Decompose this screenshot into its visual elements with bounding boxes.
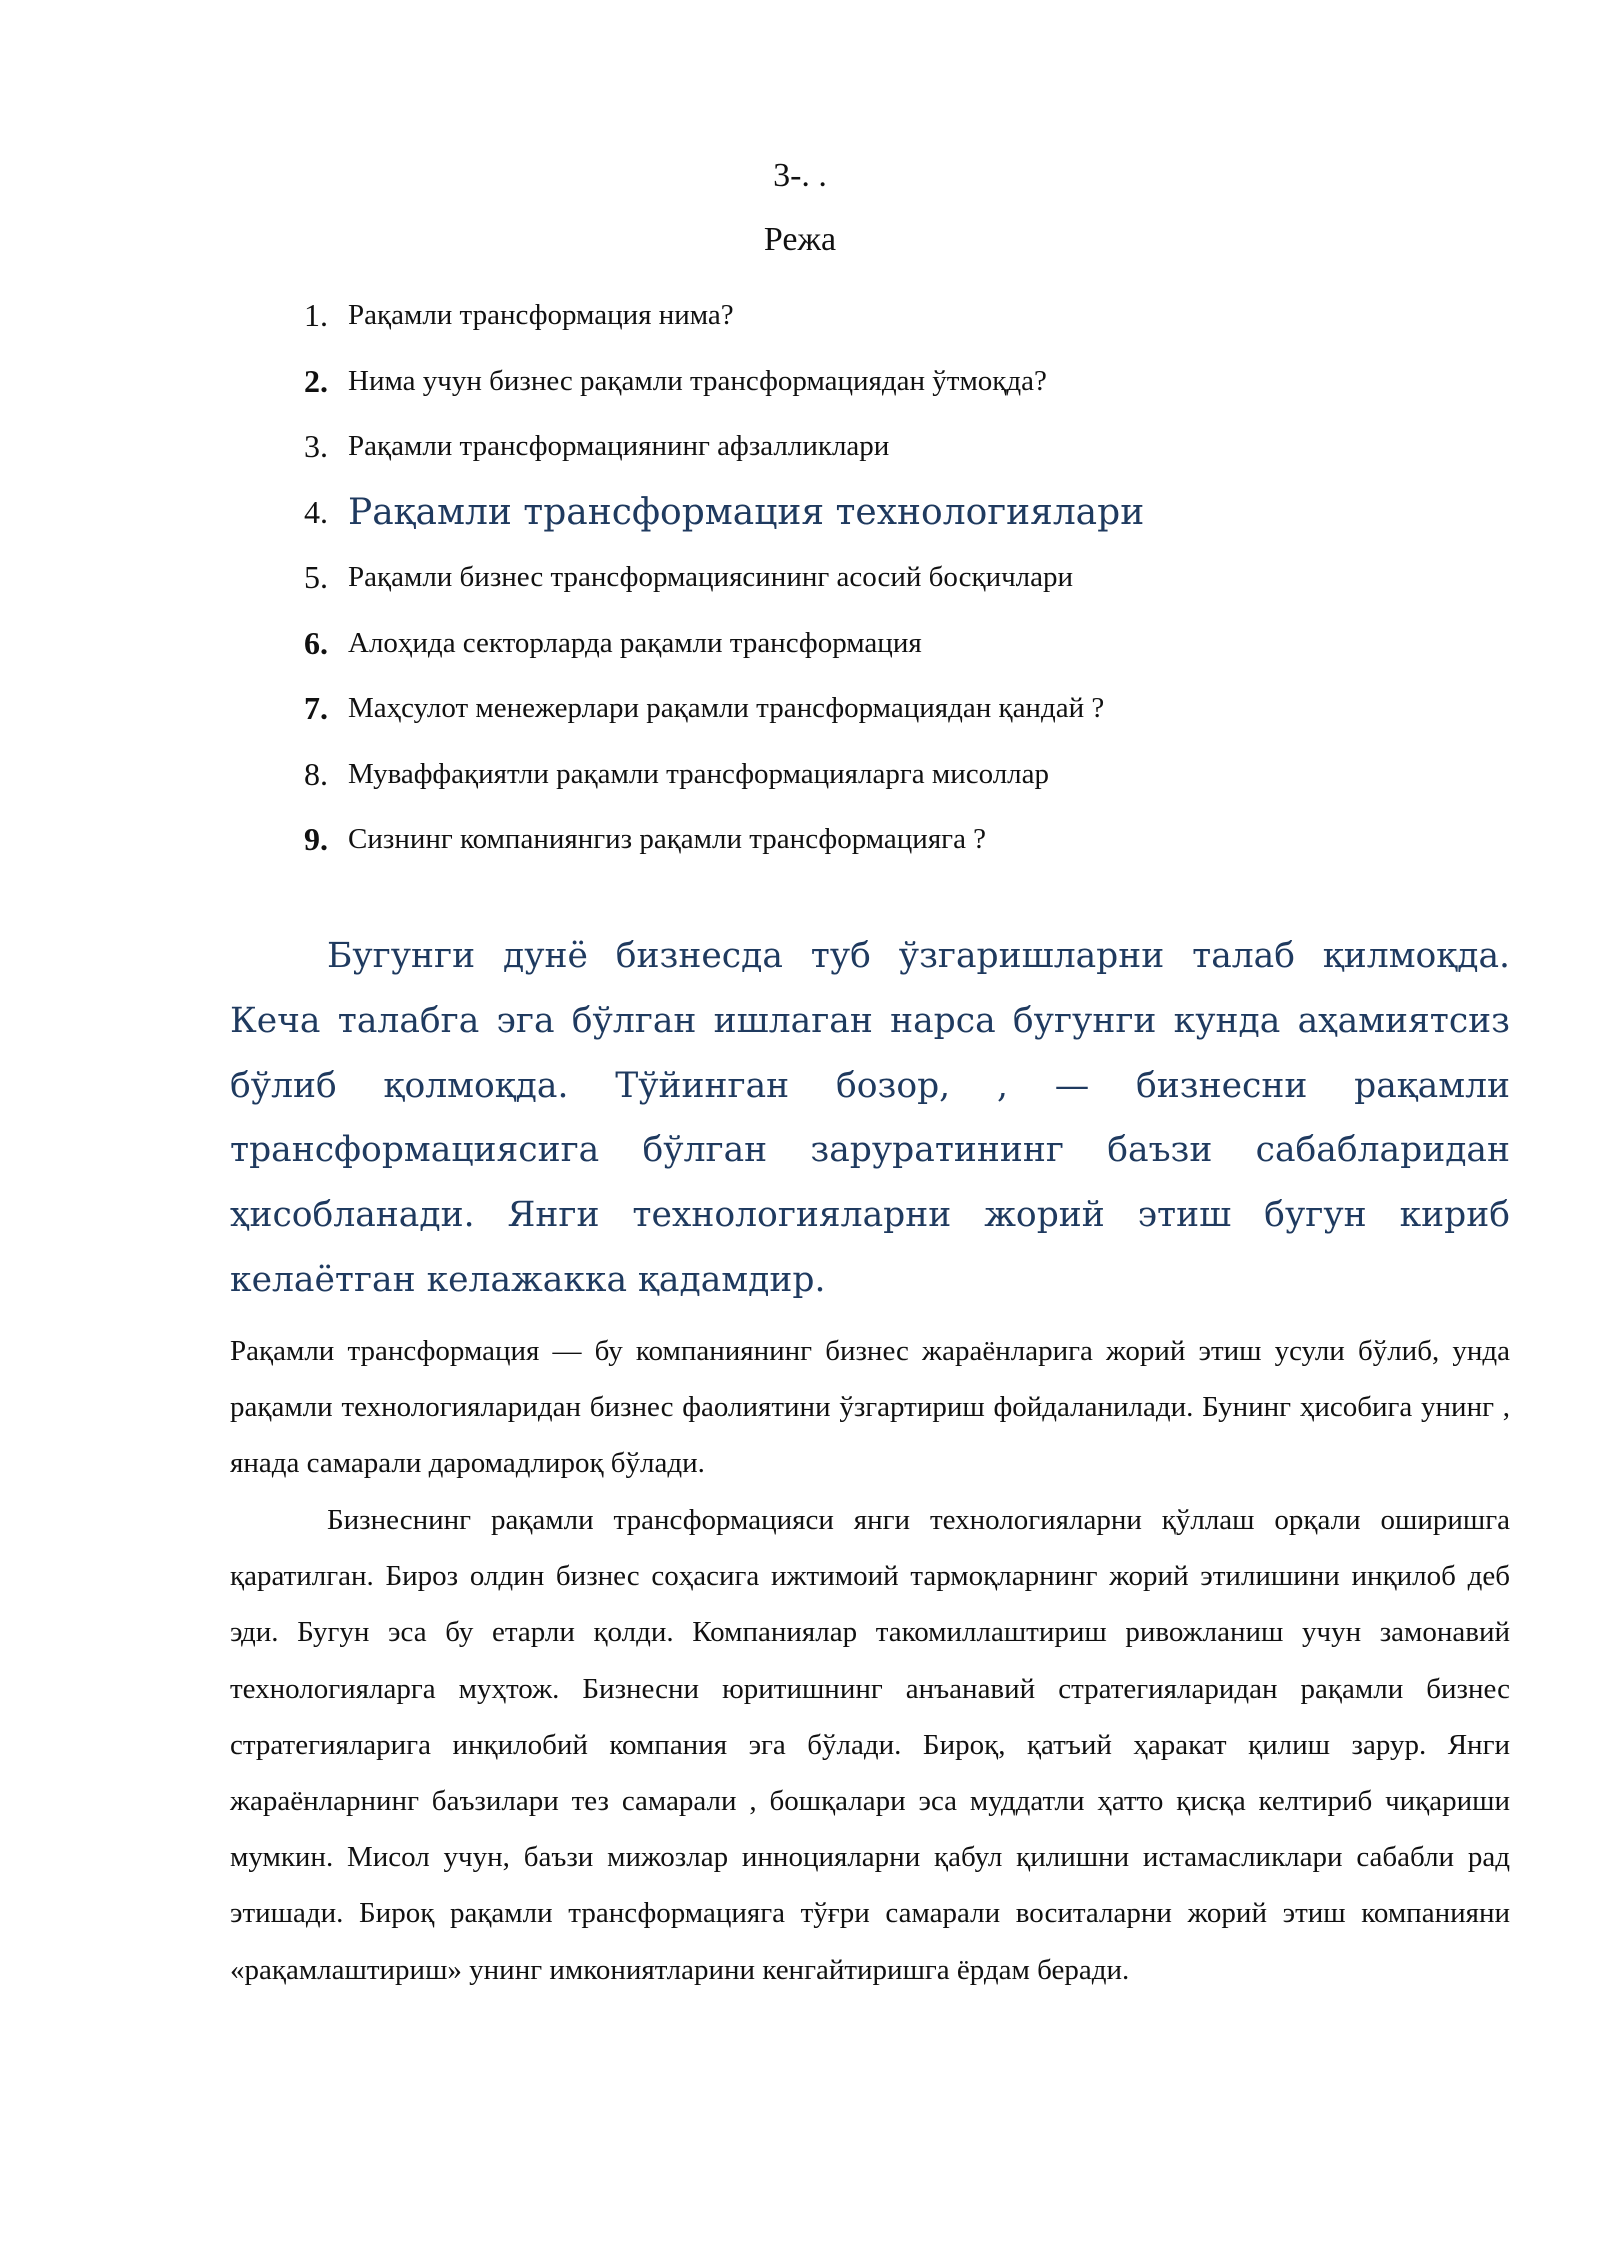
plan-item-text: Сизнинг компаниянгиз рақамли трансформацияга ? [348, 823, 987, 856]
plan-item-number: 7. [304, 690, 328, 727]
plan-item-9 [270, 807, 1370, 873]
heading-number: 3-. . [773, 157, 827, 194]
plan-item-number: 4. [304, 493, 328, 530]
plan-item-number: 2. [304, 362, 328, 399]
plan-item-text: Рақамли трансформация нима? [348, 299, 734, 332]
plan-item-number: 5. [304, 559, 328, 596]
plan-item-5 [270, 545, 1370, 611]
body-paragraph-2: Бизнеснинг рақамли трансформацияси янги технологияларни қўллаш орқали оширишга қаратилган. Бироз олдин бизнес соҳасига ижтимоий тармоқларнинг жорий этилишини инқилоб деб эди. Бугун эса бу етарли қолди. Компаниялар такомиллаштириш ривожланиш учун замонавий технологияларга муҳтож. Бизнесни юритишнинг анъанавий стратегияларидан рақамли бизнес стратегияларига инқилобий компания эга бўлади. Бироқ, қатъий ҳаракат қилиш зарур. Янги жараёнларнинг баъзилари тез самарали , бошқалари эса муддатли ҳатто қисқа келтириб чиқариши мумкин. Мисол учун, баъзи мижозлар инноцияларни қабул қилишни истамасликлари сабабли рад этишади. Бироқ рақамли трансформацияга тўғри самарали воситаларни жорий этиш компанияни «рақамлаштириш» унинг имкониятларини кенгайтиришга ёрдам беради. [230, 1504, 1510, 1986]
plan-item-6 [270, 611, 1370, 677]
plan-item-4 [270, 480, 1370, 546]
plan-item-text: Рақамли трансформация технологиялари [348, 491, 1145, 533]
plan-item-text: Муваффақиятли рақамли трансформацияларга мисоллар [348, 757, 1050, 790]
plan-item-7 [270, 676, 1370, 742]
body-paragraph-1: Рақамли трансформация — бу компаниянинг бизнес жараёнларига жорий этиш усули бўлиб, унда рақамли технологияларидан бизнес фаолиятини ўзгартириш фойдаланилади. Бунинг ҳисобига унинг , янада самарали даромадлироқ бўлади. [230, 1335, 1510, 1480]
plan-item-text: Маҳсулот менежерлари рақамли трансформациядан қандай ? [348, 692, 1105, 725]
plan-item-number: 3. [304, 428, 328, 465]
plan-item-text: Алоҳида секторларда рақамли трансформация [348, 626, 922, 659]
plan-item-text: Рақамли трансформациянинг афзалликлари [348, 430, 890, 463]
plan-item-text: Рақамли бизнес трансформациясининг асосий босқичлари [348, 561, 1074, 594]
plan-item-number: 9. [304, 821, 328, 858]
plan-list [270, 283, 1370, 873]
lead-paragraph: Бугунги дунё бизнесда туб ўзгаришларни талаб қилмоқда. Кеча талабга эга бўлган ишлаган нарса бугунги кунда аҳамиятсиз бўлиб қолмоқда. Тўйинган бозор, , — бизнесни рақамли трансформациясига бўлган заруратининг баъзи сабабларидан ҳисобланади. Янги технологияларни жорий этиш бугун кириб келаётган келажакка қадамдир. [230, 936, 1510, 1300]
plan-item-3 [270, 414, 1370, 480]
plan-item-number: 1. [304, 297, 328, 334]
plan-item-2 [270, 349, 1370, 415]
plan-title: Режа [763, 221, 837, 258]
plan-item-number: 6. [304, 624, 328, 661]
plan-item-8 [270, 742, 1370, 808]
plan-item-1 [270, 283, 1370, 349]
plan-item-number: 8. [304, 755, 328, 792]
plan-item-text: Нима учун бизнес рақамли трансформациядан ўтмоқда? [348, 364, 1047, 397]
